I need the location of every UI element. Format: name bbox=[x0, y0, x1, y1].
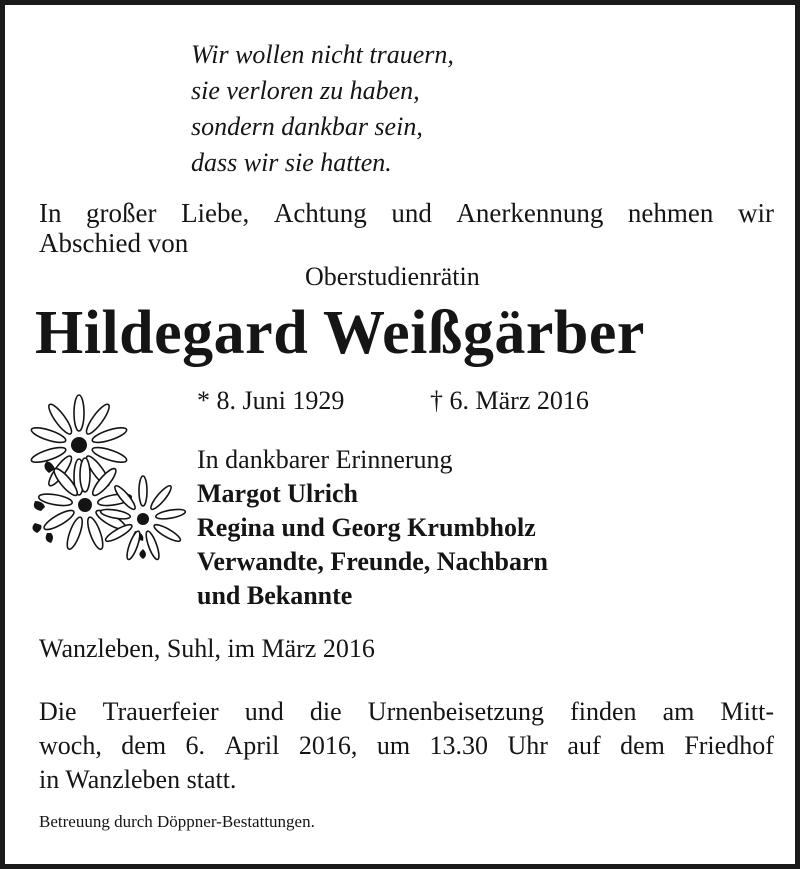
service-word: Die bbox=[39, 697, 77, 726]
poem-line: Wir wollen nicht trauern, bbox=[191, 40, 454, 69]
mourners-heading: In dankbarer Erinnerung bbox=[197, 445, 453, 474]
service-word: und bbox=[244, 697, 284, 726]
service-line-3: in Wanzleben statt. bbox=[39, 765, 237, 794]
poem bbox=[191, 37, 454, 181]
intro-word: Achtung bbox=[273, 198, 367, 228]
poem-line: sie verloren zu haben, bbox=[191, 76, 420, 105]
service-word: finden bbox=[570, 697, 637, 726]
intro-word: Anerkennung bbox=[456, 198, 604, 228]
intro-word: und bbox=[391, 198, 432, 228]
birth-date: * 8. Juni 1929 bbox=[197, 386, 345, 415]
intro-word: großer bbox=[86, 198, 157, 228]
service-word: um bbox=[376, 731, 411, 760]
poem-line: dass wir sie hatten. bbox=[191, 148, 392, 177]
mourner-name: Margot Ulrich bbox=[197, 479, 359, 508]
service-word: 6. bbox=[185, 731, 206, 760]
service-line-2 bbox=[39, 729, 774, 763]
service-word: auf bbox=[567, 731, 601, 760]
mourner-name: und Bekannte bbox=[197, 581, 353, 610]
service-word: woch, bbox=[39, 731, 102, 760]
death-date: † 6. März 2016 bbox=[430, 386, 589, 415]
intro-line-1 bbox=[39, 198, 774, 228]
mourner-name: Regina und Georg Krumbholz bbox=[197, 513, 536, 542]
service-word: Friedhof bbox=[684, 731, 774, 760]
service-word: die bbox=[309, 697, 342, 726]
intro-word: nehmen bbox=[627, 198, 714, 228]
deceased-title: Oberstudienrätin bbox=[305, 262, 480, 291]
service-word: am bbox=[662, 697, 695, 726]
intro-text bbox=[39, 198, 774, 258]
place-date: Wanzleben, Suhl, im März 2016 bbox=[39, 634, 375, 663]
service-word: Trauerfeier bbox=[102, 697, 219, 726]
service-word: Uhr bbox=[507, 731, 548, 760]
funeral-home-credit: Betreuung durch Döppner-Bestattungen. bbox=[39, 812, 315, 831]
mourner-name: Verwandte, Freunde, Nachbarn bbox=[197, 547, 549, 576]
service-word: April bbox=[224, 731, 280, 760]
service-word: 2016, bbox=[298, 731, 358, 760]
intro-word: Liebe, bbox=[181, 198, 250, 228]
service-word: Urnenbeisetzung bbox=[367, 697, 544, 726]
service-word: dem bbox=[620, 731, 665, 760]
poem-line: sondern dankbar sein, bbox=[191, 112, 423, 141]
service-line-1 bbox=[39, 695, 774, 729]
intro-word: wir bbox=[737, 198, 774, 228]
deceased-name: Hildegard Weißgärber bbox=[35, 299, 645, 367]
intro-line-2: Abschied von bbox=[39, 228, 189, 258]
service-word: Mitt- bbox=[720, 697, 774, 726]
service-word: 13.30 bbox=[429, 731, 489, 760]
daisy-bouquet-icon bbox=[27, 393, 187, 563]
service-word: dem bbox=[121, 731, 167, 760]
mourners-block bbox=[197, 443, 548, 613]
service-info bbox=[39, 695, 774, 797]
intro-word: In bbox=[39, 198, 62, 228]
